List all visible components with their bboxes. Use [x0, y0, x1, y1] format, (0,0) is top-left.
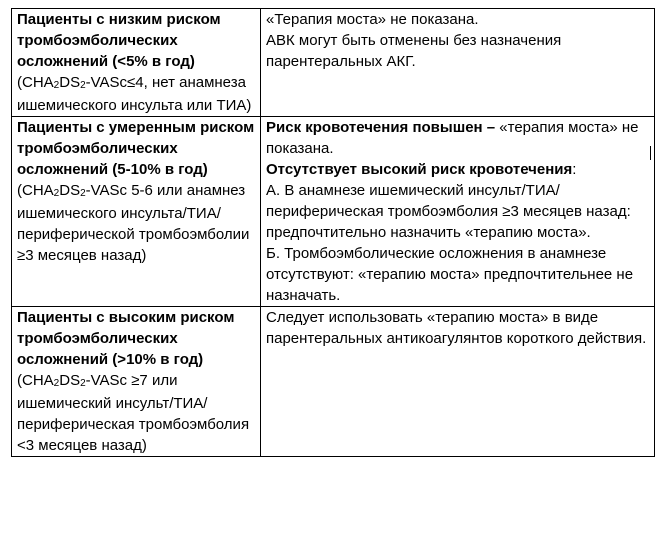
- management-cell: [261, 117, 655, 307]
- management-cell: [261, 9, 655, 117]
- risk-title: Пациенты с низким риском тромбоэмболических осложнений (<5% в год): [17, 11, 221, 70]
- option-b: Б. Тромбоэмболические осложнения в анамнезе отсутствуют: «терапию моста» предпочтительнее не назначать.: [266, 245, 634, 304]
- table-row-moderate-risk: [12, 117, 655, 307]
- risk-category-cell: [12, 117, 261, 307]
- risk-title: Пациенты с высоким риском тромбоэмболических осложнений (>10% в год): [17, 309, 235, 368]
- risk-category-cell: [12, 9, 261, 117]
- management-text: АВК могут быть отменены без назначения парентеральных АКГ.: [266, 32, 562, 70]
- management-text: «Терапия моста» не показана.: [266, 11, 479, 28]
- risk-criteria: ($CHA_2DS_2$-VASc ≥7 или ишемический инсульт/ТИА/периферическая тромбоэмболия <3 месяцев назад): [17, 372, 250, 454]
- risk-criteria: ($CHA_2DS_2-VASc\le 4$, нет анамнеза ишемического инсульта или ТИА): [17, 74, 252, 114]
- management-text: Следует использовать «терапию моста» в виде парентеральных антикоагулянтов короткого действия.: [266, 309, 647, 347]
- bridging-therapy-table: [11, 8, 655, 457]
- option-a: А. В анамнезе ишемический инсульт/ТИА/периферическая тромбоэмболия ≥3 месяцев назад: предпочтительно назначить «терапию моста».: [266, 182, 631, 241]
- table-row-high-risk: [12, 307, 655, 457]
- bleeding-risk-high: Риск кровотечения повышен – «терапия моста» не показана.: [266, 119, 639, 157]
- bleeding-risk-absent: Отсутствует высокий риск кровотечения:: [266, 161, 577, 178]
- risk-category-cell: [12, 307, 261, 457]
- risk-title: Пациенты с умеренным риском тромбоэмболических осложнений (5-10% в год): [17, 119, 255, 178]
- management-cell: [261, 307, 655, 457]
- risk-criteria: ($CHA_2DS_2$-VASc 5-6 или анамнез ишемического инсульта/ТИА/периферической тромбоэмболии ≥3 месяцев назад): [17, 182, 250, 264]
- text-cursor: [650, 146, 651, 160]
- table-row-low-risk: [12, 9, 655, 117]
